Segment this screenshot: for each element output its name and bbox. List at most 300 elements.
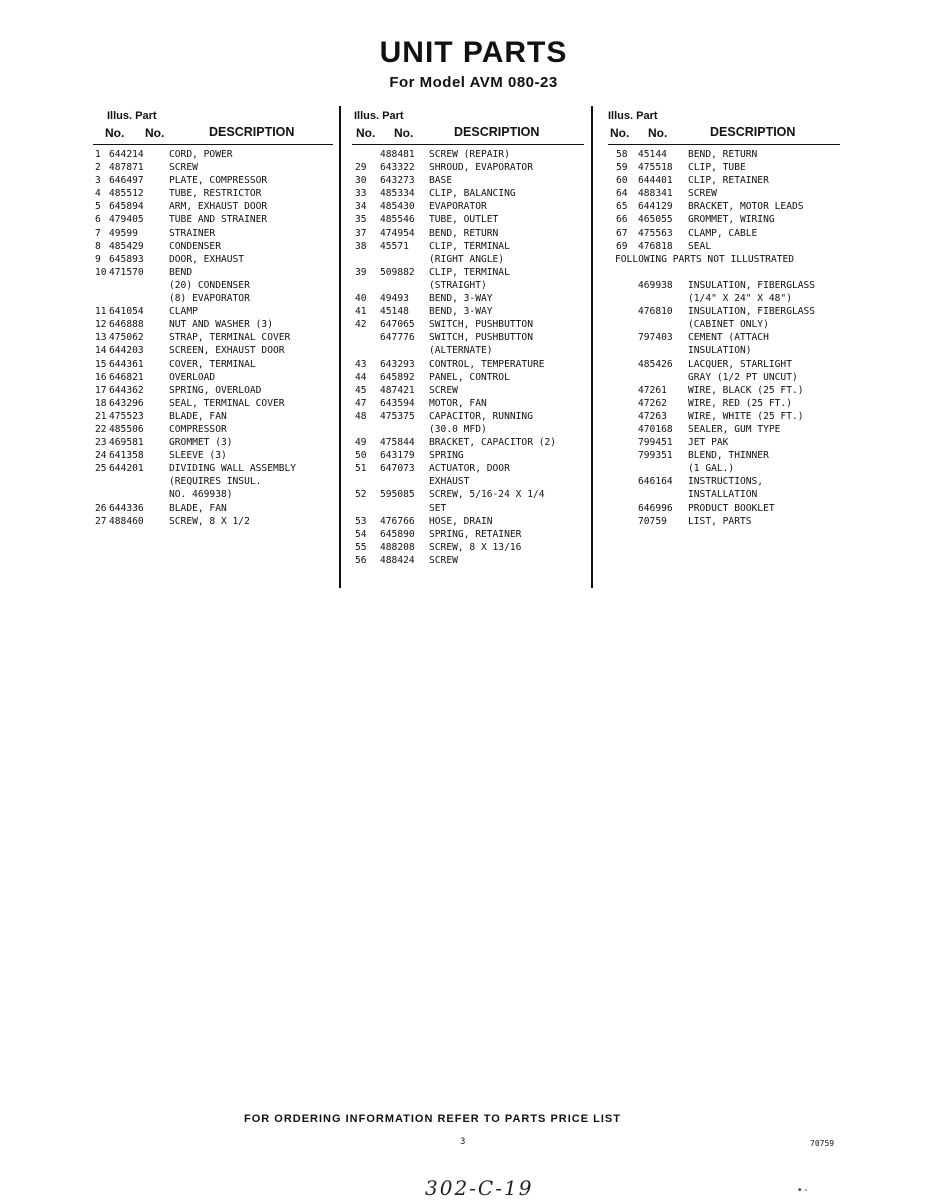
part-description: LACQUER, STARLIGHT	[688, 358, 792, 370]
part-number: 645893	[109, 253, 144, 265]
parts-row	[608, 475, 840, 488]
part-description: GROMMET, WIRING	[688, 214, 775, 226]
part-description: SCREW	[169, 162, 198, 174]
part-description: COMPRESSOR	[169, 423, 227, 435]
parts-row	[608, 227, 840, 240]
part-description: (1 GAL.)	[688, 463, 735, 475]
part-number: 643179	[380, 450, 415, 462]
part-description: LIST, PARTS	[688, 515, 752, 527]
parts-row	[352, 240, 584, 253]
parts-row	[608, 148, 840, 161]
parts-column-1	[93, 108, 333, 528]
illus-number: 56	[355, 554, 367, 566]
part-number: 799351	[638, 450, 673, 462]
part-description: BRACKET, MOTOR LEADS	[688, 201, 804, 213]
part-description: CONDENSER	[169, 240, 221, 252]
illus-number: 42	[355, 319, 367, 331]
part-description: BEND, 3-WAY	[429, 306, 493, 318]
illus-number: 40	[355, 293, 367, 305]
parts-row	[93, 397, 333, 410]
illus-number: 37	[355, 227, 367, 239]
parts-row	[608, 318, 840, 331]
parts-column-3	[608, 108, 840, 528]
part-description: BLEND, THINNER	[688, 450, 769, 462]
part-number: 479405	[109, 214, 144, 226]
part-number: 647073	[380, 463, 415, 475]
parts-row	[608, 462, 840, 475]
part-description: SCREW, 8 X 1/2	[169, 515, 250, 527]
part-number: 485506	[109, 423, 144, 435]
header-part-no: No.	[648, 126, 668, 140]
illus-number: 29	[355, 162, 367, 174]
part-description: HOSE, DRAIN	[429, 515, 493, 527]
part-number: 485546	[380, 214, 415, 226]
part-description: EVAPORATOR	[429, 201, 487, 213]
part-number: 641054	[109, 306, 144, 318]
part-description: (STRAIGHT)	[429, 279, 487, 291]
part-number: 487871	[109, 162, 144, 174]
part-number: 485334	[380, 188, 415, 200]
part-description: CLIP, TUBE	[688, 162, 746, 174]
illus-number: 48	[355, 410, 367, 422]
part-number: 643293	[380, 358, 415, 370]
part-number: 595085	[380, 489, 415, 501]
parts-row	[93, 318, 333, 331]
part-description: SWITCH, PUSHBUTTON	[429, 319, 533, 331]
part-description: DOOR, EXHAUST	[169, 253, 245, 265]
illus-number: 65	[616, 201, 628, 213]
parts-row	[93, 148, 333, 161]
parts-row	[608, 292, 840, 305]
part-description: (REQUIRES INSUL.	[169, 476, 262, 488]
parts-row	[93, 292, 333, 305]
part-number: 475563	[638, 227, 673, 239]
header-description: DESCRIPTION	[209, 125, 295, 139]
section-note: FOLLOWING PARTS NOT ILLUSTRATED	[615, 253, 795, 265]
part-number: 465055	[638, 214, 673, 226]
part-number: 476818	[638, 240, 673, 252]
parts-row	[352, 449, 584, 462]
part-number: 644336	[109, 502, 144, 514]
parts-row	[608, 515, 840, 528]
model-subtitle: For Model AVM 080-23	[389, 74, 558, 91]
part-number: 470168	[638, 423, 673, 435]
parts-row	[93, 200, 333, 213]
part-description: INSULATION, FIBERGLASS	[688, 306, 816, 318]
part-number: 47263	[638, 410, 667, 422]
part-description: TUBE AND STRAINER	[169, 214, 268, 226]
page-number: 3	[460, 1137, 466, 1147]
part-description: OVERLOAD	[169, 371, 216, 383]
parts-row	[608, 397, 840, 410]
part-description: ACTUATOR, DOOR	[429, 463, 510, 475]
parts-row	[93, 266, 333, 279]
header-rule	[608, 144, 840, 145]
parts-row	[93, 515, 333, 528]
part-number: 641358	[109, 450, 144, 462]
part-description: NO. 469938)	[169, 489, 233, 501]
part-description: CLIP, TERMINAL	[429, 266, 510, 278]
part-description: (RIGHT ANGLE)	[429, 253, 505, 265]
page-title: UNIT PARTS	[379, 36, 568, 69]
illus-number: 15	[95, 358, 107, 370]
parts-row	[93, 253, 333, 266]
illus-number: 30	[355, 175, 367, 187]
part-number: 644401	[638, 175, 673, 187]
part-description: BEND, RETURN	[688, 149, 758, 160]
parts-row	[352, 200, 584, 213]
part-description: PANEL, CONTROL	[429, 371, 510, 383]
part-number: 70759	[638, 515, 667, 527]
part-description: BLADE, FAN	[169, 410, 227, 422]
header-illus-part: Illus. Part	[107, 110, 157, 122]
illus-number: 39	[355, 266, 367, 278]
illus-number: 51	[355, 463, 367, 475]
part-number: 49493	[380, 293, 409, 305]
part-number: 488481	[380, 149, 415, 160]
parts-row	[352, 397, 584, 410]
part-number: 485426	[638, 358, 673, 370]
part-description: GROMMET (3)	[169, 437, 233, 449]
parts-row	[93, 462, 333, 475]
parts-row	[352, 488, 584, 501]
illus-number: 44	[355, 371, 367, 383]
part-number: 488424	[380, 554, 415, 566]
part-description: CORD, POWER	[169, 149, 233, 160]
illus-number: 66	[616, 214, 628, 226]
parts-row	[352, 318, 584, 331]
part-description: JET PAK	[688, 437, 729, 449]
part-description: TUBE, RESTRICTOR	[169, 188, 262, 200]
illus-number: 10	[95, 266, 107, 278]
part-number: 476810	[638, 306, 673, 318]
part-description: PLATE, COMPRESSOR	[169, 175, 268, 187]
parts-row	[608, 344, 840, 357]
part-number: 646821	[109, 371, 144, 383]
illus-number: 49	[355, 437, 367, 449]
illus-number: 14	[95, 345, 107, 357]
parts-row	[608, 331, 840, 344]
parts-column-2	[352, 108, 584, 567]
part-description: SPRING	[429, 450, 464, 462]
part-number: 47262	[638, 397, 667, 409]
part-description: SEALER, GUM TYPE	[688, 423, 781, 435]
parts-row	[608, 253, 840, 266]
part-description: (1/4" X 24" X 48")	[688, 293, 792, 305]
part-description: SCREW	[429, 384, 458, 396]
part-description: SCREEN, EXHAUST DOOR	[169, 345, 285, 357]
part-number: 644129	[638, 201, 673, 213]
part-number: 643322	[380, 162, 415, 174]
parts-row	[352, 515, 584, 528]
parts-row	[608, 384, 840, 397]
parts-row	[608, 266, 840, 279]
illus-number: 26	[95, 502, 107, 514]
parts-row	[608, 371, 840, 384]
part-number: 646164	[638, 476, 673, 488]
parts-row	[352, 174, 584, 187]
part-description: CONTROL, TEMPERATURE	[429, 358, 545, 370]
parts-row	[352, 187, 584, 200]
part-number: 645890	[380, 528, 415, 540]
illus-number: 5	[95, 201, 101, 213]
parts-row	[93, 475, 333, 488]
illus-number: 27	[95, 515, 107, 527]
part-description: BEND, RETURN	[429, 227, 499, 239]
parts-list	[608, 148, 840, 528]
column-header	[352, 108, 584, 144]
part-number: 646888	[109, 319, 144, 331]
part-description: SPRING, RETAINER	[429, 528, 522, 540]
parts-row	[352, 410, 584, 423]
parts-row	[608, 213, 840, 226]
parts-row	[93, 436, 333, 449]
part-description: NUT AND WASHER (3)	[169, 319, 273, 331]
parts-row	[608, 436, 840, 449]
header-rule	[352, 144, 584, 145]
parts-row	[608, 358, 840, 371]
part-description: WIRE, RED (25 FT.)	[688, 397, 792, 409]
illus-number: 52	[355, 489, 367, 501]
part-description: SPRING, OVERLOAD	[169, 384, 262, 396]
part-description: (CABINET ONLY)	[688, 319, 769, 331]
part-description: MOTOR, FAN	[429, 397, 487, 409]
illus-number: 24	[95, 450, 107, 462]
part-description: INSTRUCTIONS,	[688, 476, 764, 488]
parts-row	[93, 240, 333, 253]
parts-row	[93, 384, 333, 397]
parts-row	[352, 528, 584, 541]
part-description: CLAMP, CABLE	[688, 227, 758, 239]
part-number: 646497	[109, 175, 144, 187]
part-description: PRODUCT BOOKLET	[688, 502, 775, 514]
part-number: 643273	[380, 175, 415, 187]
part-number: 645894	[109, 201, 144, 213]
parts-row	[93, 344, 333, 357]
part-number: 45144	[638, 149, 667, 160]
part-description: DIVIDING WALL ASSEMBLY	[169, 463, 297, 475]
illus-number: 38	[355, 240, 367, 252]
part-description: SCREW (REPAIR)	[429, 149, 510, 160]
part-description: COVER, TERMINAL	[169, 358, 256, 370]
parts-row	[93, 187, 333, 200]
illus-number: 67	[616, 227, 628, 239]
illus-number: 12	[95, 319, 107, 331]
part-description: SCREW	[429, 554, 458, 566]
parts-row	[93, 174, 333, 187]
document-number: 70759	[810, 1139, 835, 1148]
corner-marks: • -	[798, 1185, 808, 1196]
part-description: SEAL	[688, 240, 712, 252]
illus-number: 11	[95, 306, 107, 318]
header-part-no: No.	[394, 126, 414, 140]
part-description: SCREW	[688, 188, 717, 200]
header-illus-no: No.	[356, 126, 376, 140]
header-part-no: No.	[145, 126, 165, 140]
illus-number: 54	[355, 528, 367, 540]
part-number: 488208	[380, 541, 415, 553]
part-description: WIRE, WHITE (25 FT.)	[688, 410, 804, 422]
parts-row	[352, 227, 584, 240]
parts-row	[93, 213, 333, 226]
parts-list	[352, 148, 584, 567]
parts-row	[608, 423, 840, 436]
parts-row	[352, 423, 584, 436]
illus-number: 2	[95, 162, 101, 174]
parts-row	[93, 449, 333, 462]
part-number: 644361	[109, 358, 144, 370]
header-illus-no: No.	[610, 126, 630, 140]
part-number: 647065	[380, 319, 415, 331]
part-number: 49599	[109, 227, 138, 239]
parts-row	[93, 358, 333, 371]
parts-row	[608, 502, 840, 515]
part-description: INSULATION)	[688, 345, 752, 357]
parts-row	[352, 502, 584, 515]
illus-number: 55	[355, 541, 367, 553]
column-divider	[591, 106, 593, 588]
part-number: 471570	[109, 266, 144, 278]
illus-number: 60	[616, 175, 628, 187]
part-number: 485512	[109, 188, 144, 200]
part-description: BLADE, FAN	[169, 502, 227, 514]
parts-row	[352, 541, 584, 554]
part-number: 644214	[109, 149, 144, 160]
parts-row	[352, 554, 584, 567]
illus-number: 22	[95, 423, 107, 435]
part-number: 45571	[380, 240, 409, 252]
parts-row	[352, 266, 584, 279]
header-description: DESCRIPTION	[710, 125, 796, 139]
part-description: SCREW, 8 X 13/16	[429, 541, 522, 553]
part-number: 475062	[109, 332, 144, 344]
illus-number: 43	[355, 358, 367, 370]
part-description: WIRE, BLACK (25 FT.)	[688, 384, 804, 396]
part-description: SHROUD, EVAPORATOR	[429, 162, 533, 174]
part-description: CLAMP	[169, 306, 198, 318]
part-number: 485430	[380, 201, 415, 213]
part-number: 469938	[638, 279, 673, 291]
parts-row	[352, 279, 584, 292]
illus-number: 6	[95, 214, 101, 226]
illus-number: 41	[355, 306, 367, 318]
part-description: CLIP, TERMINAL	[429, 240, 510, 252]
parts-row	[352, 475, 584, 488]
part-description: CLIP, RETAINER	[688, 175, 769, 187]
part-number: 509882	[380, 266, 415, 278]
illus-number: 9	[95, 253, 101, 265]
header-rule	[93, 144, 333, 145]
part-description: SWITCH, PUSHBUTTON	[429, 332, 533, 344]
column-divider	[339, 106, 341, 588]
parts-row	[352, 213, 584, 226]
parts-list	[93, 148, 333, 528]
part-number: 488341	[638, 188, 673, 200]
part-description: EXHAUST	[429, 476, 470, 488]
part-description: SLEEVE (3)	[169, 450, 227, 462]
part-description: INSTALLATION	[688, 489, 758, 501]
illus-number: 16	[95, 371, 107, 383]
illus-number: 34	[355, 201, 367, 213]
part-number: 644362	[109, 384, 144, 396]
header-illus-no: No.	[105, 126, 125, 140]
parts-row	[93, 423, 333, 436]
illus-number: 13	[95, 332, 107, 344]
part-number: 475375	[380, 410, 415, 422]
part-description: ARM, EXHAUST DOOR	[169, 201, 268, 213]
part-description: TUBE, OUTLET	[429, 214, 499, 226]
illus-number: 1	[95, 149, 101, 160]
part-description: GRAY (1/2 PT UNCUT)	[688, 371, 798, 383]
parts-row	[608, 410, 840, 423]
parts-row	[608, 174, 840, 187]
illus-number: 21	[95, 410, 107, 422]
parts-row	[352, 161, 584, 174]
parts-row	[352, 305, 584, 318]
parts-row	[93, 305, 333, 318]
part-number: 475518	[638, 162, 673, 174]
illus-number: 53	[355, 515, 367, 527]
parts-row	[93, 488, 333, 501]
parts-row	[352, 358, 584, 371]
illus-number: 4	[95, 188, 101, 200]
parts-row	[608, 279, 840, 292]
part-description: STRAP, TERMINAL COVER	[169, 332, 291, 344]
illus-number: 33	[355, 188, 367, 200]
part-number: 647776	[380, 332, 415, 344]
part-number: 474954	[380, 227, 415, 239]
illus-number: 64	[616, 188, 628, 200]
part-number: 475844	[380, 437, 415, 449]
parts-row	[93, 371, 333, 384]
parts-row	[608, 187, 840, 200]
parts-row	[608, 305, 840, 318]
column-header	[608, 108, 840, 144]
illus-number: 59	[616, 162, 628, 174]
parts-row	[93, 161, 333, 174]
part-number: 485429	[109, 240, 144, 252]
parts-row	[352, 344, 584, 357]
illus-number: 23	[95, 437, 107, 449]
part-description: INSULATION, FIBERGLASS	[688, 279, 816, 291]
part-description: BRACKET, CAPACITOR (2)	[429, 437, 557, 449]
illus-number: 69	[616, 240, 628, 252]
parts-row	[352, 292, 584, 305]
header-illus-part: Illus. Part	[354, 110, 404, 122]
part-number: 799451	[638, 437, 673, 449]
part-description: CLIP, BALANCING	[429, 188, 516, 200]
part-description: BEND, 3-WAY	[429, 293, 493, 305]
part-description: STRAINER	[169, 227, 216, 239]
illus-number: 50	[355, 450, 367, 462]
part-description: CAPACITOR, RUNNING	[429, 410, 533, 422]
illus-number: 25	[95, 463, 107, 475]
part-description: (20) CONDENSER	[169, 279, 250, 291]
illus-number: 8	[95, 240, 101, 252]
part-number: 644201	[109, 463, 144, 475]
parts-row	[352, 462, 584, 475]
part-number: 797403	[638, 332, 673, 344]
handwritten-note: 302-C-19	[425, 1176, 534, 1200]
parts-row	[93, 410, 333, 423]
column-header	[93, 108, 333, 144]
illus-number: 17	[95, 384, 107, 396]
illus-number: 18	[95, 397, 107, 409]
parts-row	[352, 436, 584, 449]
parts-row	[93, 279, 333, 292]
part-number: 487421	[380, 384, 415, 396]
illus-number: 45	[355, 384, 367, 396]
